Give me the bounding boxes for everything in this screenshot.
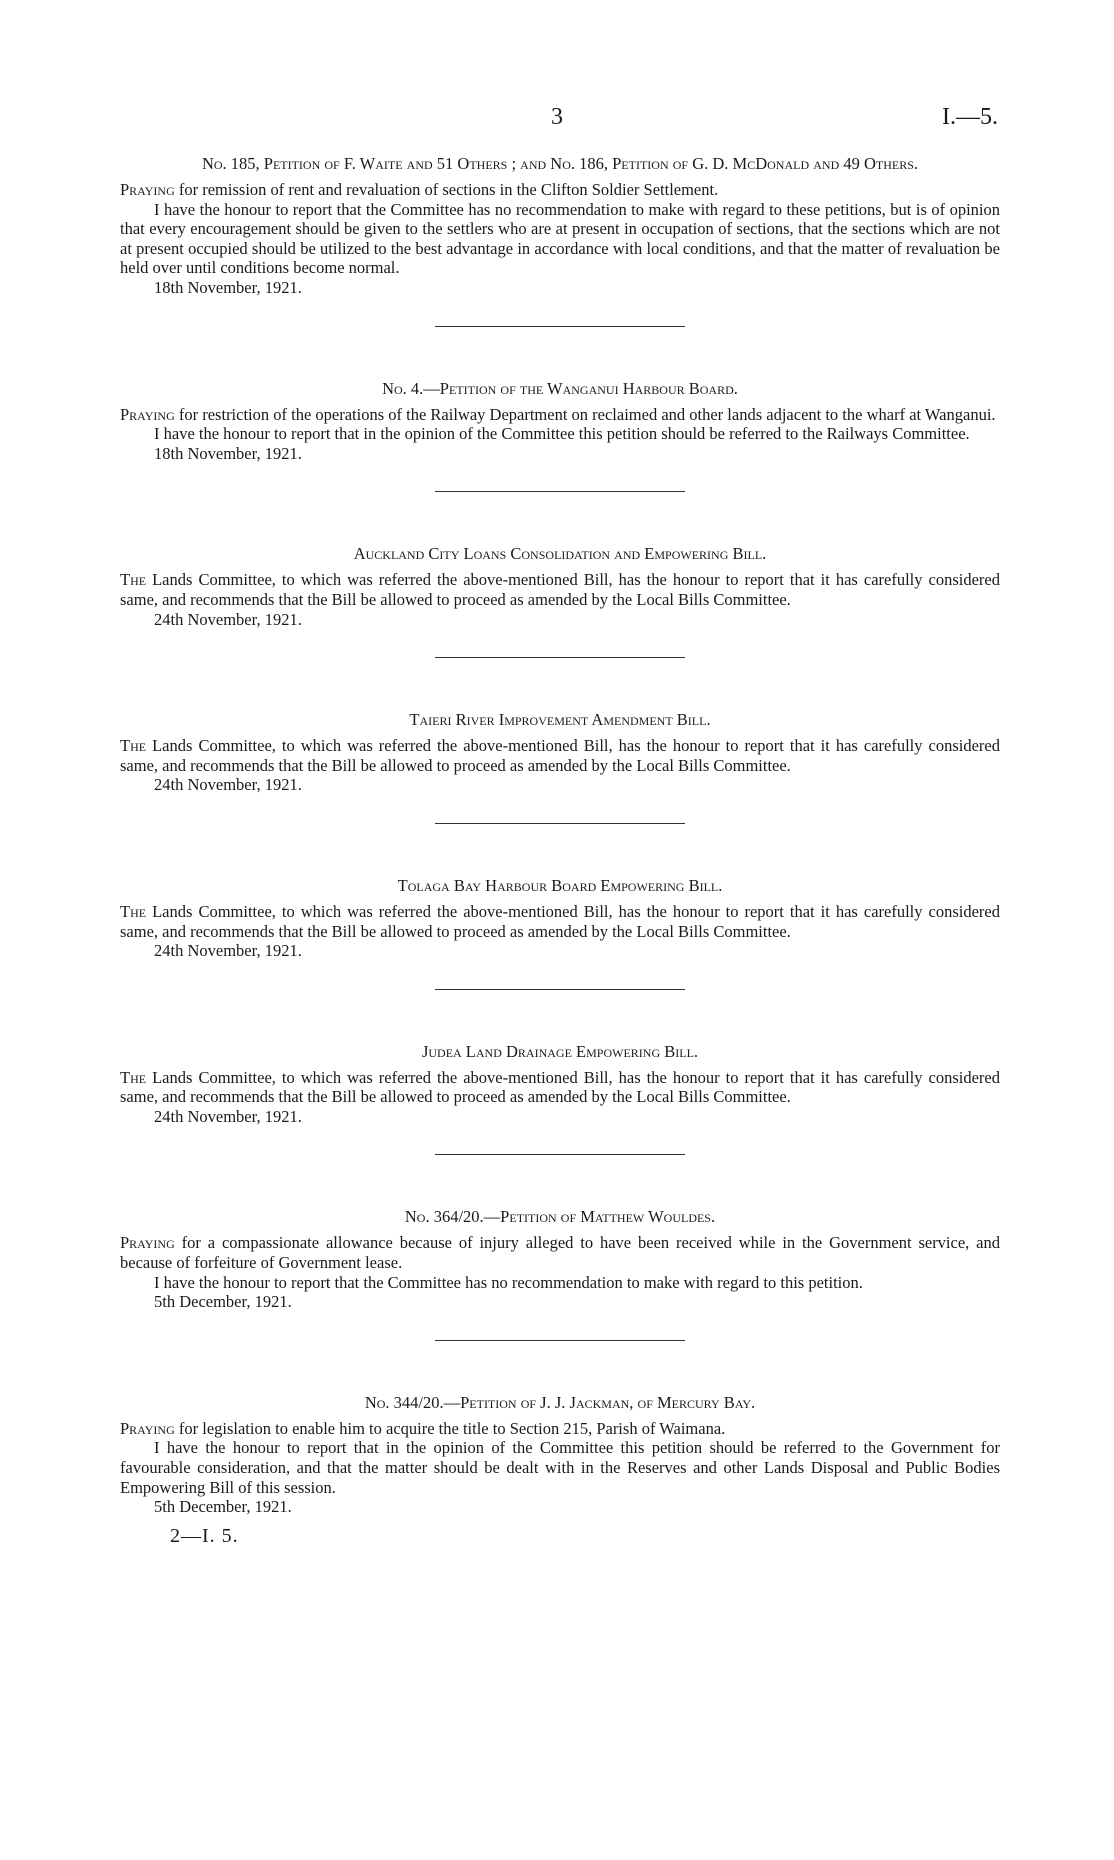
- section-first-text: for a compassionate allowance because of injury alleged to have been received while in the Government service, and because of forfeiture of Government lease.: [120, 1233, 1000, 1273]
- section-first-text: Lands Committee, to which was referred the above-mentioned Bill, has the honour to report that it has carefully considered same, and recommends that the Bill be allowed to proceed as amended by the Local Bills Committee.: [120, 1067, 1000, 1107]
- section-first-text: for remission of rent and revaluation of sections in the Clifton Soldier Settlement.: [174, 180, 719, 199]
- section-title: Auckland City Loans Consolidation and Empowering Bill.: [353, 544, 767, 564]
- section-first-paragraph: [120, 570, 1000, 609]
- section-title: No. 344/20.—Petition of J. J. Jackman, of Mercury Bay.: [364, 1392, 756, 1412]
- section-title: No. 364/20.—Petition of Matthew Wouldes.: [404, 1207, 716, 1227]
- section-first-text: for legislation to enable him to acquire the title to Section 215, Parish of Waimana.: [174, 1418, 726, 1438]
- section-lead-word: The: [120, 570, 147, 590]
- section-title: Judea Land Drainage Empowering Bill.: [421, 1041, 699, 1061]
- section-lead-word: The: [120, 1067, 147, 1087]
- section-title: Tolaga Bay Harbour Board Empowering Bill.: [397, 875, 723, 895]
- section-divider: [435, 989, 685, 990]
- report-section: [120, 710, 1000, 795]
- page-number: 3: [551, 104, 563, 130]
- section-first-text: Lands Committee, to which was referred the above-mentioned Bill, has the honour to report that it has carefully considered same, and recommends that the Bill be allowed to proceed as amended by the Local Bills Committee.: [120, 570, 1000, 609]
- section-first-paragraph: [120, 1233, 1000, 1272]
- section-second-paragraph: I have the honour to report that in the opinion of the Committee this petition should be referred to the Government for favourable consideration, and that the matter should be dealt with in the Reserves and other Lands Disposal and Public Bodies Empowering Bill of this session.: [120, 1438, 1000, 1497]
- section-first-paragraph: [120, 1068, 1000, 1107]
- section-divider: [435, 1340, 685, 1341]
- section-second-paragraph: I have the honour to report that the Committee has no recommendation to make with regard to these petitions, but is of opinion that every encouragement should be given to the settlers who are at present in occupation of sections, that the sections which are not at present occupied should be utilized to the best advantage in accordance with local conditions, and that the matter of revaluation be held over until conditions become normal.: [120, 199, 1000, 278]
- section-first-text: Lands Committee, to which was referred the above-mentioned Bill, has the honour to report that it has carefully considered same, and recommends that the Bill be allowed to proceed as amended by the Local Bills Committee.: [120, 736, 1000, 775]
- report-section: [120, 379, 1000, 464]
- section-date: 18th November, 1921.: [154, 277, 302, 297]
- section-second-paragraph: I have the honour to report that the Committee has no recommendation to make with regard to this petition.: [154, 1272, 863, 1292]
- page-header: [0, 104, 1114, 138]
- report-section: [120, 1393, 1000, 1517]
- section-date: 18th November, 1921.: [154, 443, 302, 463]
- section-lead-word: Praying: [120, 404, 175, 424]
- report-content: [120, 154, 1000, 1548]
- document-reference: I.—5.: [942, 104, 998, 130]
- section-first-text: Lands Committee, to which was referred the above-mentioned Bill, has the honour to report that it has carefully considered same, and recommends that the Bill be allowed to proceed as amended by the Local Bills Committee.: [120, 901, 1000, 941]
- section-lead-word: The: [120, 901, 147, 921]
- report-section: [120, 154, 1000, 298]
- section-title: Taieri River Improvement Amendment Bill.: [409, 710, 711, 730]
- section-date: 24th November, 1921.: [154, 609, 302, 629]
- section-divider: [435, 1154, 685, 1155]
- section-date: 5th December, 1921.: [154, 1497, 292, 1517]
- signature-mark: 2—I. 5.: [170, 1524, 239, 1547]
- section-second-paragraph: I have the honour to report that in the opinion of the Committee this petition should be referred to the Railways Committee.: [154, 424, 970, 444]
- section-first-paragraph: [120, 1419, 1000, 1439]
- section-lead-word: Praying: [120, 1418, 175, 1438]
- section-first-paragraph: [120, 405, 1000, 425]
- section-first-paragraph: [120, 180, 1000, 200]
- section-divider: [435, 657, 685, 658]
- report-section: [120, 1207, 1000, 1311]
- section-lead-word: The: [120, 736, 147, 756]
- section-title: No. 4.—Petition of the Wanganui Harbour Board.: [382, 378, 738, 398]
- section-divider: [435, 823, 685, 824]
- section-first-text: for restriction of the operations of the Railway Department on reclaimed and other lands adjacent to the wharf at Wanganui.: [174, 404, 996, 424]
- section-lead-word: Praying: [120, 180, 175, 199]
- section-date: 24th November, 1921.: [154, 941, 302, 961]
- section-divider: [435, 491, 685, 492]
- section-first-paragraph: [120, 736, 1000, 775]
- section-date: 24th November, 1921.: [154, 1106, 302, 1126]
- section-date: 24th November, 1921.: [154, 775, 302, 795]
- section-title: No. 185, Petition of F. Waite and 51 Others ; and No. 186, Petition of G. D. McDonald and 49 Others.: [201, 154, 919, 173]
- report-section: [120, 1042, 1000, 1127]
- section-lead-word: Praying: [120, 1233, 175, 1253]
- section-date: 5th December, 1921.: [154, 1292, 292, 1312]
- section-first-paragraph: [120, 902, 1000, 941]
- report-section: [120, 544, 1000, 629]
- section-divider: [435, 326, 685, 327]
- report-section: [120, 876, 1000, 961]
